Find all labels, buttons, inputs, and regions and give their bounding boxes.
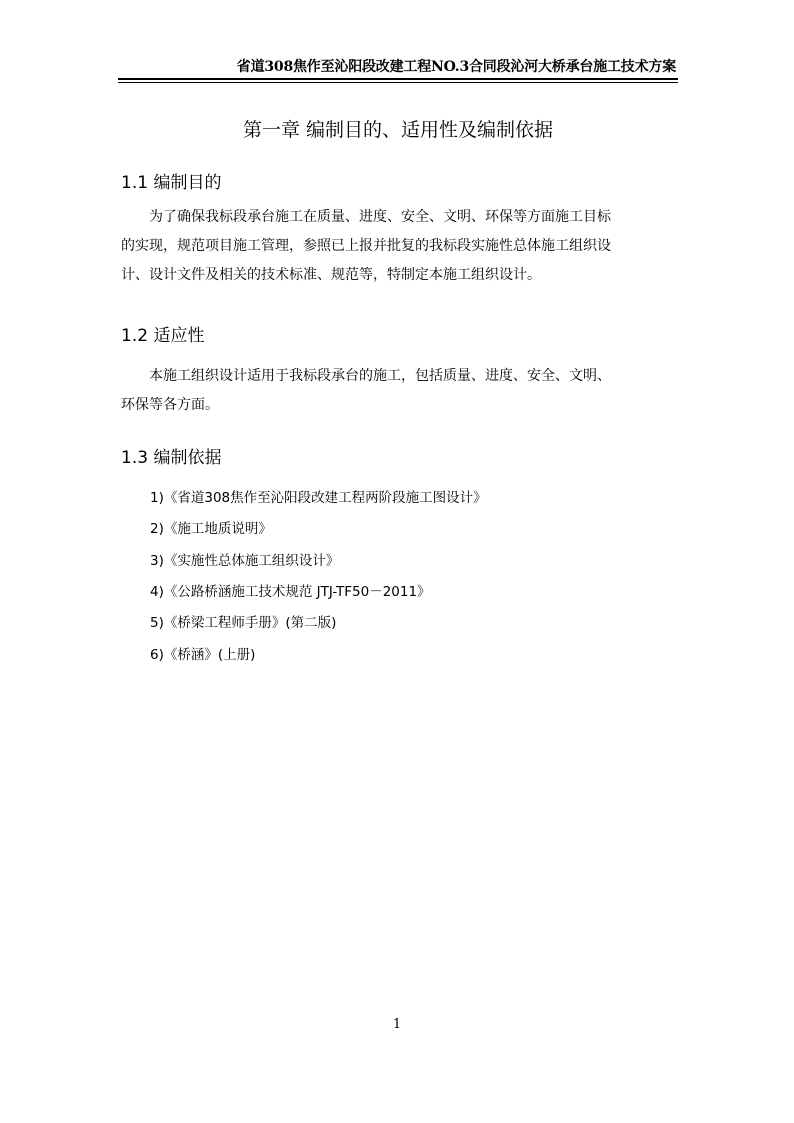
header-rule-thin — [118, 82, 678, 83]
section-title-applicability: 1.2 适应性 — [121, 326, 205, 346]
section-title-basis: 1.3 编制依据 — [121, 448, 222, 468]
section-purpose-paragraph — [121, 203, 677, 290]
reference-item: 3)《实施性总体施工组织设计》 — [150, 553, 340, 569]
section-applicability-paragraph — [121, 362, 677, 420]
running-header: 省道308焦作至沁阳段改建工程NO.3合同段沁河大桥承台施工技术方案 — [236, 59, 676, 75]
section-title-purpose: 1.1 编制目的 — [121, 173, 222, 193]
reference-item: 1)《省道308焦作至沁阳段改建工程两阶段施工图设计》 — [150, 490, 487, 506]
header-rule-thick — [118, 78, 678, 80]
reference-item: 4)《公路桥涵施工技术规范 JTJ-TF50－2011》 — [150, 584, 431, 600]
paragraph-line: 为了确保我标段承台施工在质量、进度、安全、文明、环保等方面施工目标 — [149, 209, 611, 225]
reference-item: 6)《桥涵》(上册) — [150, 647, 256, 663]
reference-item: 2)《施工地质说明》 — [150, 521, 272, 537]
reference-item: 5)《桥梁工程师手册》(第二版) — [150, 615, 337, 631]
paragraph-line: 计、设计文件及相关的技术标准、规范等，特制定本施工组织设计。 — [121, 267, 541, 283]
paragraph-line: 本施工组织设计适用于我标段承台的施工，包括质量、进度、安全、文明、 — [149, 368, 611, 384]
paragraph-line: 环保等各方面。 — [121, 397, 219, 413]
chapter-title: 第一章 编制目的、适用性及编制依据 — [242, 119, 554, 141]
paragraph-line: 的实现，规范项目施工管理，参照已上报并批复的我标段实施性总体施工组织设 — [121, 238, 611, 254]
page-number: 1 — [392, 1017, 402, 1032]
